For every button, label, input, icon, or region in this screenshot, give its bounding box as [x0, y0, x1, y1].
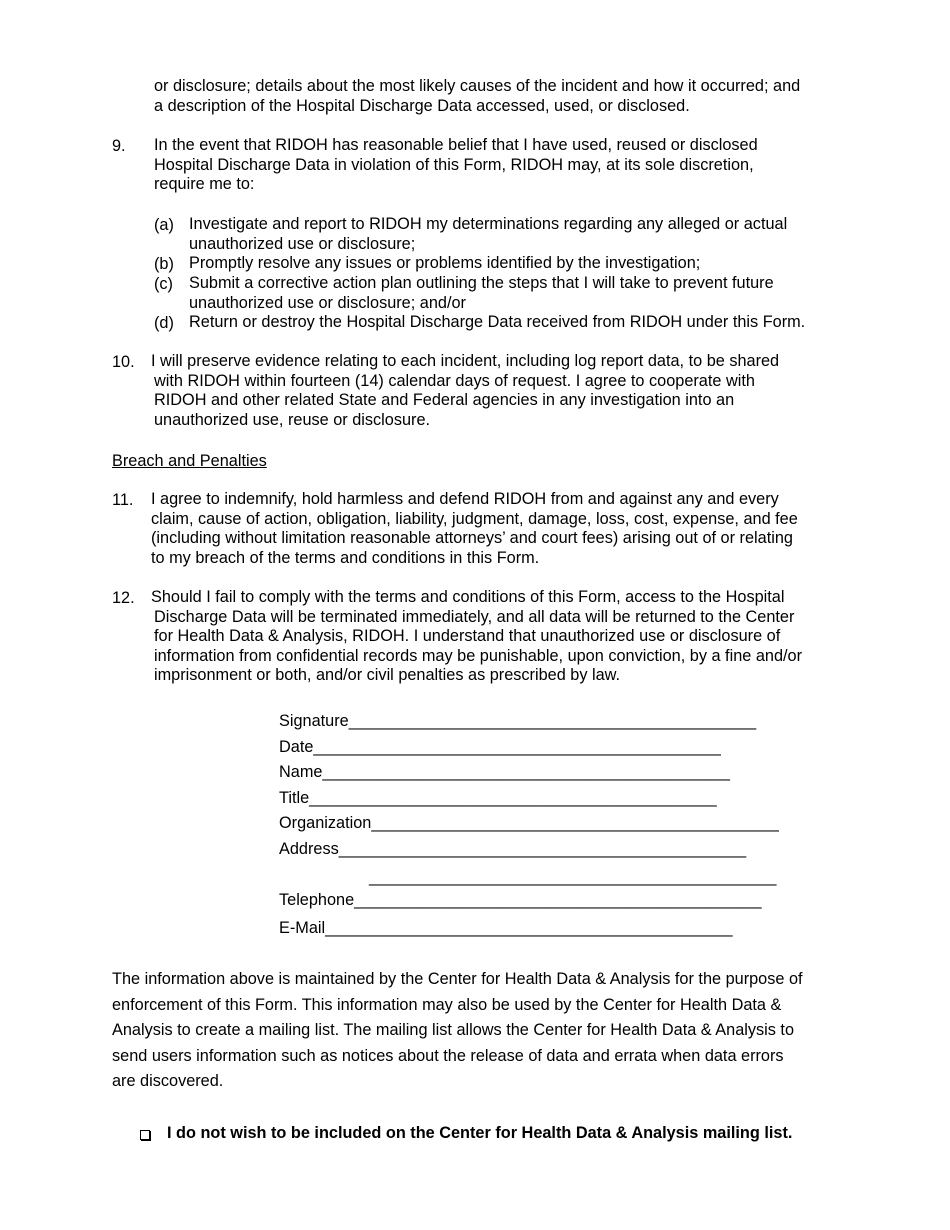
opt-out-checkbox[interactable]	[140, 1130, 150, 1140]
continued-line: or disclosure; details about the most likely causes of the incident and how it occurred; and	[154, 77, 801, 95]
item-11-line: I agree to indemnify, hold harmless and defend RIDOH from and against any and every	[151, 490, 779, 508]
item-9-line: require me to:	[154, 175, 255, 194]
item-10-number: 10.	[112, 353, 135, 371]
item-10-line: I will preserve evidence relating to each incident, including log report data, to be shared	[151, 352, 780, 370]
subitem-line: Investigate and report to RIDOH my determinations regarding any alleged or actual	[189, 215, 788, 233]
address-line2-field[interactable]: _____________________________________________	[369, 868, 777, 886]
subitem-line: Submit a corrective action plan outlining the steps that I will take to prevent future	[189, 274, 774, 292]
item-10-text-cont	[154, 372, 755, 431]
subitem-d-text	[189, 313, 805, 333]
info-paragraph	[112, 967, 803, 1095]
subitem-line: Promptly resolve any issues or problems identified by the investigation;	[189, 254, 701, 272]
subitem-c-label: (c)	[154, 275, 173, 293]
item-12-line: Should I fail to comply with the terms and conditions of this Form, access to the Hospital	[151, 588, 785, 606]
item-11-number: 11.	[112, 491, 134, 509]
subitem-line: Return or destroy the Hospital Discharge Data received from RIDOH under this Form.	[189, 313, 806, 331]
item-9-text	[154, 136, 758, 195]
item-12-text-cont	[154, 608, 802, 686]
date-field[interactable]: Date_____________________________________________	[279, 738, 721, 756]
telephone-field[interactable]: Telephone_____________________________________________	[279, 891, 762, 909]
item-12-line: Discharge Data will be terminated immediately, and all data will be returned to the Center	[154, 607, 795, 626]
address-field[interactable]: Address_____________________________________________	[279, 840, 747, 858]
item-10-line: unauthorized use, reuse or disclosure.	[154, 410, 431, 429]
signature-field[interactable]: Signature_____________________________________________	[279, 712, 757, 730]
subitem-a-label: (a)	[154, 216, 174, 234]
subitem-b-label: (b)	[154, 255, 174, 273]
name-field[interactable]: Name_____________________________________________	[279, 763, 730, 781]
info-line: The information above is maintained by the Center for Health Data & Analysis for the purpose of	[112, 970, 803, 988]
item-12-text	[151, 588, 784, 608]
item-11-text	[151, 490, 798, 568]
item-12-line: imprisonment or both, and/or civil penalties as prescribed by law.	[154, 666, 621, 685]
item-10-text	[151, 352, 779, 372]
subitem-d-label: (d)	[154, 314, 174, 332]
item-10-line: with RIDOH within fourteen (14) calendar days of request. I agree to cooperate with	[154, 371, 755, 390]
item-11-line: to my breach of the terms and conditions in this Form.	[151, 548, 540, 567]
item-12-line: information from confidential records may be punishable, upon conviction, by a fine and/or	[154, 646, 802, 665]
subitem-b-text	[189, 254, 700, 274]
subitem-line: unauthorized use or disclosure;	[189, 234, 416, 253]
email-field[interactable]: E-Mail_____________________________________________	[279, 919, 733, 937]
subitem-c-text	[189, 274, 774, 313]
info-line: Analysis to create a mailing list. The mailing list allows the Center for Health Data & Analysis to	[112, 1021, 795, 1040]
title-field[interactable]: Title_____________________________________________	[279, 789, 717, 807]
item-10-line: RIDOH and other related State and Federal agencies in any investigation into an	[154, 391, 735, 410]
item-12-line: for Health Data & Analysis, RIDOH. I understand that unauthorized use or disclosure of	[154, 627, 781, 646]
continued-text	[154, 77, 800, 116]
subitem-line: unauthorized use or disclosure; and/or	[189, 293, 466, 312]
item-12-number: 12.	[112, 589, 135, 607]
info-line: send users information such as notices about the release of data and errata when data errors	[112, 1046, 784, 1065]
item-11-line: (including without limitation reasonable attorneys’ and court fees) arising out of or relating	[151, 529, 793, 548]
continued-line: a description of the Hospital Discharge Data accessed, used, or disclosed.	[154, 96, 690, 115]
item-11-line: claim, cause of action, obligation, liability, judgment, damage, loss, cost, expense, and fee	[151, 509, 798, 528]
section-heading: Breach and Penalties	[112, 452, 267, 470]
item-9-number: 9.	[112, 137, 126, 155]
item-9-line: In the event that RIDOH has reasonable belief that I have used, reused or disclosed	[154, 136, 758, 154]
organization-field[interactable]: Organization_____________________________________________	[279, 814, 779, 832]
subitem-a-text	[189, 215, 787, 254]
item-9-line: Hospital Discharge Data in violation of this Form, RIDOH may, at its sole discretion,	[154, 155, 754, 174]
opt-out-label: I do not wish to be included on the Center for Health Data & Analysis mailing list.	[167, 1124, 793, 1142]
info-line: are discovered.	[112, 1072, 224, 1091]
info-line: enforcement of this Form. This information may also be used by the Center for Health Data &	[112, 995, 782, 1014]
